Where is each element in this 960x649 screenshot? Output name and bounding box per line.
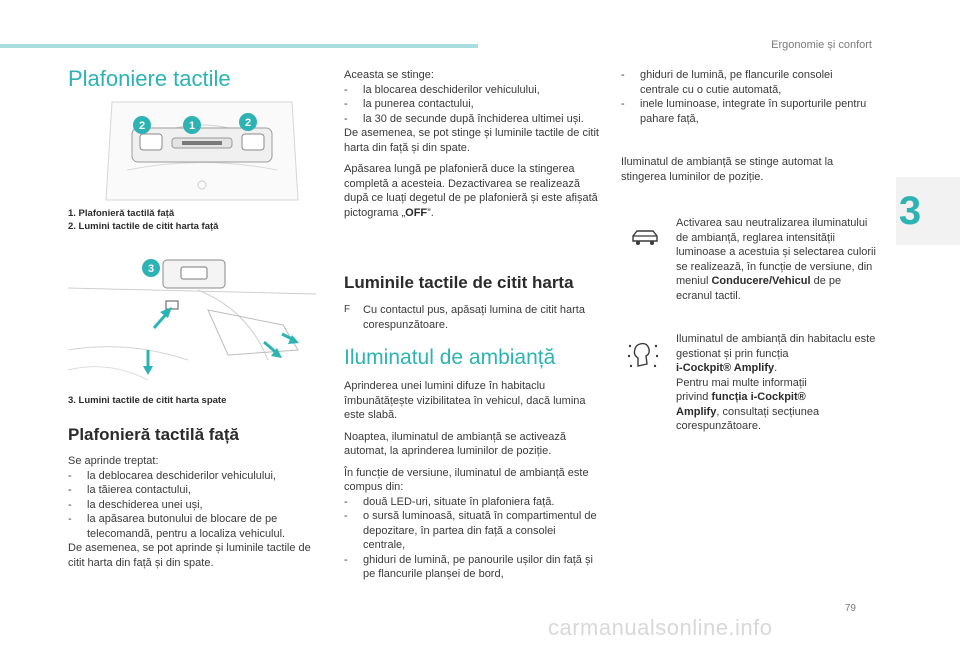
figure1-caption <box>68 207 328 233</box>
switch-off-intro: Aceasta se stinge: <box>344 69 434 81</box>
list-item: - o sursă luminoasă, situată în compartimentul de depozitare, în partea din față a consolei centrale, <box>344 509 600 553</box>
figure2-caption: 3. Lumini tactile de citit harta spate <box>68 395 227 406</box>
car-icon <box>630 228 660 246</box>
i-cockpit-amplify: Amplify <box>676 405 717 418</box>
list-item: - la deschiderea unei uși, <box>68 498 320 513</box>
off-label: OFF <box>405 206 428 219</box>
caption-item-1: 1. Plafonieră tactilă față <box>68 208 175 219</box>
chapter-number: 3 <box>898 188 922 233</box>
section-header: Ergonomie și confort <box>771 39 872 51</box>
badge-1: 1 <box>188 120 196 132</box>
reading-lights-bullet <box>344 303 619 332</box>
list-item: - ghiduri de lumină, pe panourile ușilor din față și pe flancurile planșei de bord, <box>344 553 600 582</box>
menu-driving: Conducere <box>711 275 769 287</box>
front-light-text <box>68 454 320 570</box>
i-cockpit-p4 <box>676 405 876 434</box>
i-cockpit-intro: Iluminatul de ambianță din habitaclu este gestionat și prin funcția <box>676 333 876 360</box>
caption-item-2: 2. Lumini tactile de citit harta față <box>68 221 219 232</box>
switch-off-after: De asemenea, se pot stinge și luminile tactile de citit harta din față și din spate. <box>344 127 599 154</box>
list-item: - ghiduri de lumină, pe flancurile consolei centrale cu o cutie automată, <box>621 68 873 97</box>
switch-off-text <box>344 68 600 220</box>
reading-lights-heading: Luminile tactile de citit harta <box>344 273 574 292</box>
long-press-text: Apăsarea lungă pe plafonieră duce la stingerea completă a acesteia. Dezactivarea se realizează după ce luați degetul de pe plafonieră și este afișată pictograma „ <box>344 163 598 219</box>
list-item: - la apăsarea butonului de blocare de pe telecomandă, pentru a localiza vehiculul. <box>68 512 320 541</box>
ambient-p2: Noaptea, iluminatul de ambianță se activează automat, la aprinderea luminilor de poziție. <box>344 430 566 457</box>
i-cockpit-text <box>676 332 876 434</box>
list-item: - la tăierea contactului, <box>68 483 320 498</box>
i-cockpit-regarding: privind <box>676 391 712 403</box>
list-item: - la blocarea deschiderilor vehiculului, <box>344 83 600 98</box>
settings-text-end: de pe ecranul tactil. <box>676 275 842 302</box>
page-number: 79 <box>844 603 856 614</box>
ambient-lighting-heading: Iluminatul de ambianță <box>344 346 556 369</box>
page-title: Plafoniere tactile <box>68 66 231 91</box>
wellbeing-person-icon <box>625 338 661 376</box>
check-bullet-icon: F <box>344 304 351 315</box>
front-light-outro: De asemenea, se pot aprinde și luminile tactile de citit harta din față și din spate. <box>68 542 311 569</box>
front-light-intro: Se aprinde treptat: <box>68 455 159 467</box>
i-cockpit-period: . <box>774 362 778 374</box>
front-ceiling-light-heading: Plafonieră tactilă față <box>68 425 240 444</box>
menu-separator: / <box>768 275 772 287</box>
list-item: - inele luminoase, integrate în suporturile pentru pahare față, <box>621 97 873 126</box>
badge-2-left: 2 <box>138 120 146 132</box>
ambient-p1: Aprinderea unei lumini difuze în habitaclu îmbunătățește vizibilitatea în vehicul, dacă lumina este slabă. <box>344 380 586 421</box>
i-cockpit-p3 <box>676 390 876 405</box>
front-ceiling-light-figure <box>102 100 302 202</box>
list-item: - la 30 de secunde după închiderea ultimei uși. <box>344 112 600 127</box>
list-item: - la punerea contactului, <box>344 97 600 112</box>
list-item: - la deblocarea deschiderilor vehiculului, <box>68 469 320 484</box>
settings-text: Activarea sau neutralizarea iluminatului de ambianță, reglarea intensității luminoase a acestuia și selectarea culorii se realizează, în funcție de versiune, din meniul <box>676 217 876 287</box>
ambient-p3: În funcție de versiune, iluminatul de ambianță este compus din: <box>344 466 589 493</box>
list-item: - două LED-uri, situate în plafoniera față. <box>344 495 600 510</box>
menu-vehicle: Vehicul <box>772 275 811 287</box>
header-accent-bar <box>0 44 478 48</box>
rear-reading-light-figure <box>68 250 316 390</box>
watermark: carmanualsonline.info <box>548 615 773 640</box>
ambient-text <box>344 379 600 582</box>
reading-lights-text: Cu contactul pus, apăsați lumina de citit harta corespunzătoare. <box>363 304 585 331</box>
badge-2-right: 2 <box>244 117 252 129</box>
i-cockpit-function: funcția i-Cockpit® <box>711 391 806 403</box>
i-cockpit-name: i-Cockpit® Amplify <box>676 362 775 374</box>
i-cockpit-see-section: , consultați secțiunea corespunzătoare. <box>676 405 820 432</box>
long-press-end: ”. <box>427 206 434 219</box>
ambient-settings-text <box>676 216 876 303</box>
i-cockpit-p1 <box>676 332 876 376</box>
ambient-continued <box>621 68 873 126</box>
long-press-paragraph <box>344 162 600 220</box>
i-cockpit-more-info: Pentru mai multe informații <box>676 376 807 389</box>
badge-3: 3 <box>147 263 155 275</box>
auto-off-text: Iluminatul de ambianță se stinge automat la stingerea luminilor de poziție. <box>621 156 834 183</box>
